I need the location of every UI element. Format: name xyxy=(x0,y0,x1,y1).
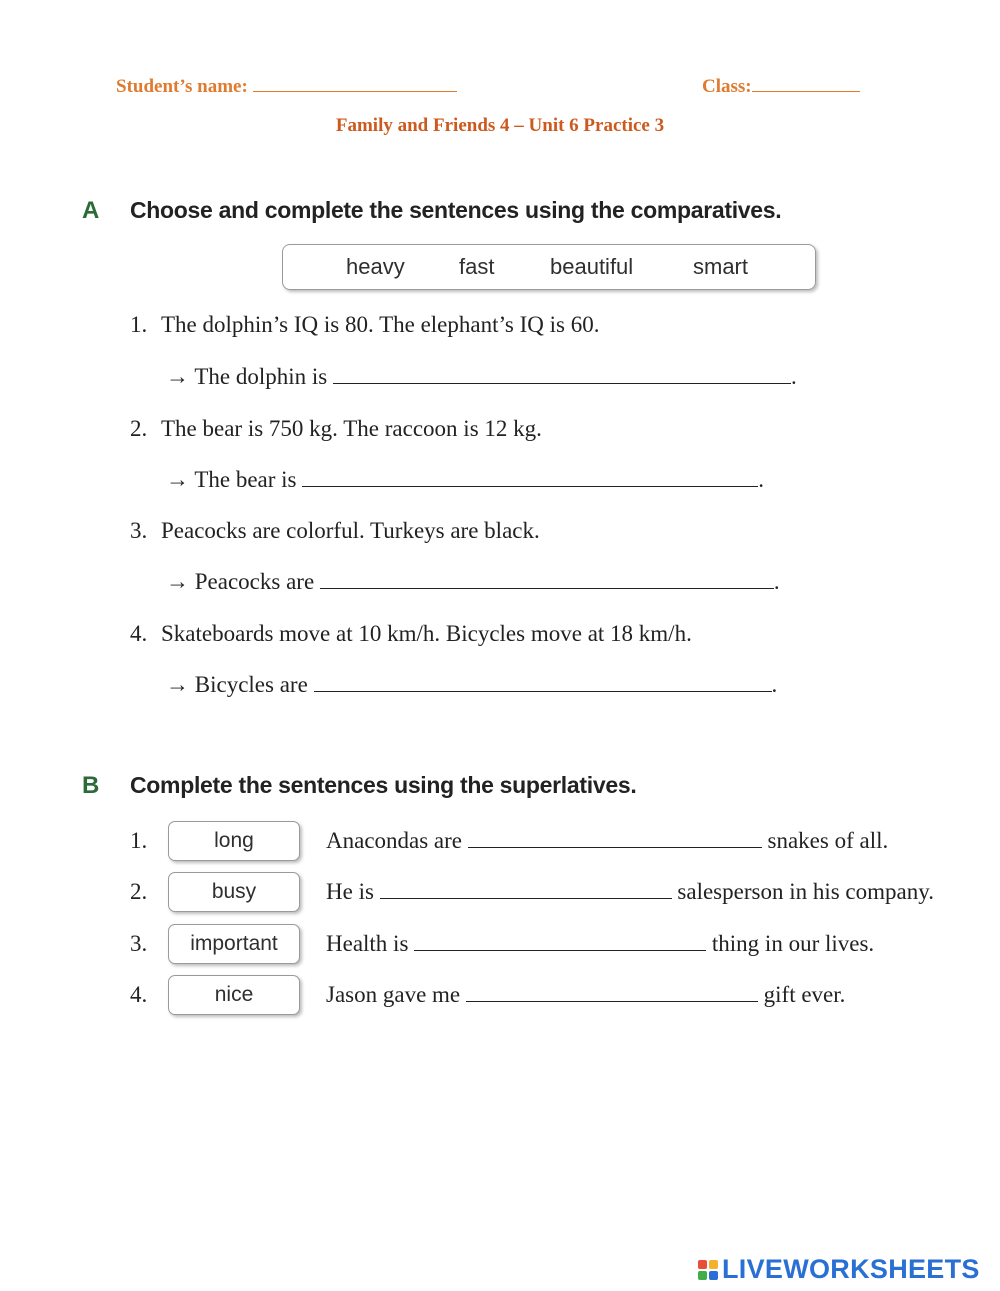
sentence-after: salesperson in his company. xyxy=(677,879,934,904)
sentence-end: . xyxy=(773,569,780,594)
student-name-row xyxy=(116,76,457,98)
liveworksheets-logo-icon xyxy=(698,1260,718,1280)
question-number: 1. xyxy=(130,828,148,853)
sentence-after: thing in our lives. xyxy=(711,931,875,956)
sentence-before: Jason gave me xyxy=(326,982,461,1007)
sentence-after: snakes of all. xyxy=(767,828,889,853)
section-b-instruction: Complete the sentences using the superlatives. xyxy=(130,772,637,798)
section-a-instruction: Choose and complete the sentences using the comparatives. xyxy=(130,197,782,223)
question-prompt: The bear is 750 kg. The raccoon is 12 kg. xyxy=(161,416,542,441)
answer-a1 xyxy=(166,364,797,390)
answer-start: → The dolphin is xyxy=(166,364,328,389)
sentence-b2 xyxy=(326,879,934,905)
liveworksheets-brand: LIVEWORKSHEETS xyxy=(722,1254,980,1284)
student-name-blank[interactable] xyxy=(253,77,457,92)
question-number: 2. xyxy=(130,879,148,904)
word-bank xyxy=(282,244,816,290)
answer-blank[interactable] xyxy=(333,365,791,384)
question-a2 xyxy=(130,416,542,442)
answer-blank[interactable] xyxy=(466,983,758,1002)
sentence-end: . xyxy=(790,364,797,389)
question-number: 3. xyxy=(130,931,148,956)
question-number: 1. xyxy=(130,312,148,337)
adjective-box: busy xyxy=(168,872,300,912)
answer-blank[interactable] xyxy=(320,570,774,589)
answer-a3 xyxy=(166,569,780,595)
sentence-end: . xyxy=(771,672,778,697)
answer-start: → Bicycles are xyxy=(166,672,308,697)
answer-blank[interactable] xyxy=(414,932,706,951)
adjective-box: nice xyxy=(168,975,300,1015)
answer-start: → Peacocks are xyxy=(166,569,315,594)
answer-blank[interactable] xyxy=(380,880,672,899)
class-label: Class: xyxy=(702,76,752,97)
answer-blank[interactable] xyxy=(314,673,772,692)
question-number: 4. xyxy=(130,982,148,1007)
sentence-end: . xyxy=(758,467,765,492)
sentence-before: Health is xyxy=(326,931,409,956)
answer-blank[interactable] xyxy=(468,829,762,848)
sentence-after: gift ever. xyxy=(763,982,846,1007)
question-number: 3. xyxy=(130,518,148,543)
sentence-b4 xyxy=(326,982,845,1008)
liveworksheets-logo[interactable] xyxy=(698,1254,980,1285)
sentence-before: Anacondas are xyxy=(326,828,463,853)
answer-a4 xyxy=(166,672,777,698)
question-a1 xyxy=(130,312,599,338)
question-prompt: Skateboards move at 10 km/h. Bicycles move at 18 km/h. xyxy=(161,621,692,646)
question-a3 xyxy=(130,518,540,544)
question-a4 xyxy=(130,621,692,647)
class-blank[interactable] xyxy=(752,77,860,92)
word-bank-item: fast xyxy=(459,254,495,279)
question-number: 4. xyxy=(130,621,148,646)
sentence-before: He is xyxy=(326,879,374,904)
answer-start: → The bear is xyxy=(166,467,297,492)
sentence-b3 xyxy=(326,931,874,957)
word-bank-item: heavy xyxy=(346,254,405,279)
question-prompt: The dolphin’s IQ is 80. The elephant’s IQ is 60. xyxy=(161,312,600,337)
worksheet-title: Family and Friends 4 – Unit 6 Practice 3 xyxy=(335,115,665,136)
adjective-box: long xyxy=(168,821,300,861)
word-bank-item: beautiful xyxy=(550,254,634,279)
word-bank-item: smart xyxy=(693,254,748,279)
question-prompt: Peacocks are colorful. Turkeys are black. xyxy=(161,518,540,543)
answer-a2 xyxy=(166,467,764,493)
student-name-label: Student’s name: xyxy=(116,76,248,97)
class-row xyxy=(702,76,860,98)
section-b-letter: B xyxy=(82,772,100,799)
question-number: 2. xyxy=(130,416,148,441)
section-a-letter: A xyxy=(82,197,100,224)
answer-blank[interactable] xyxy=(302,468,758,487)
sentence-b1 xyxy=(326,828,888,854)
adjective-box: important xyxy=(168,924,300,964)
